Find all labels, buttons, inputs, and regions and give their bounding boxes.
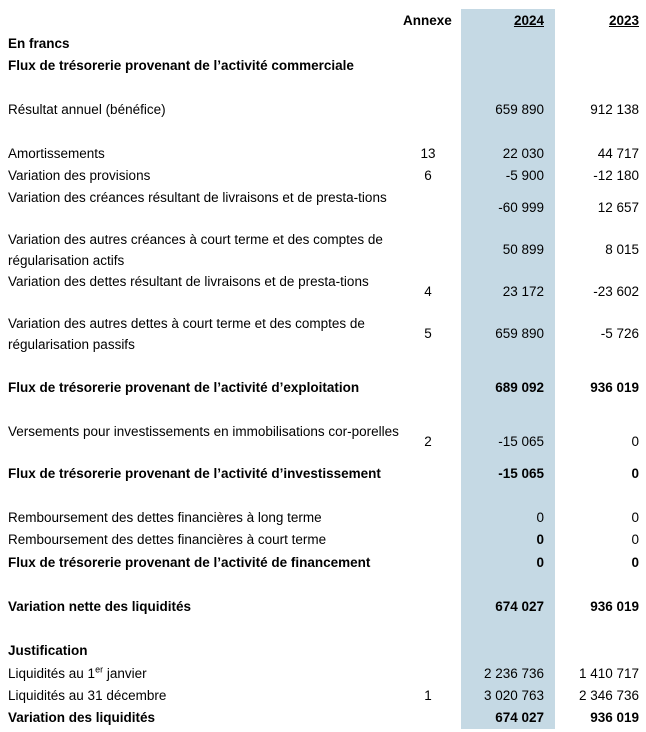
row-label: Variation des autres dettes à court terme et des comptes de régularisation passifs — [8, 316, 365, 352]
table-row — [0, 271, 646, 313]
table-row-total-liquidity-change — [0, 707, 646, 728]
row-label: Variation des autres créances à court terme et des comptes de régularisation actifs — [8, 232, 383, 268]
row-label: Résultat annuel (bénéfice) — [8, 102, 166, 117]
value-2023: -23 602 — [593, 284, 639, 299]
table-row-section-commercial — [0, 55, 646, 76]
value-2024: 23 172 — [502, 284, 544, 299]
table-row — [0, 663, 646, 684]
row-label: Variation nette des liquidités — [8, 599, 192, 614]
value-2024: -5 900 — [505, 168, 544, 183]
row-label: Liquidités au 1er janvier — [8, 664, 147, 681]
value-2024: -60 999 — [498, 200, 544, 215]
row-label: Flux de trésorerie provenant de l’activité d’exploitation — [8, 380, 360, 395]
table-row — [0, 143, 646, 164]
value-2024: 659 890 — [495, 102, 544, 117]
row-label: Remboursement des dettes financières à court terme — [8, 532, 327, 547]
row-annexe: 4 — [424, 284, 432, 299]
value-2024: 674 027 — [495, 599, 544, 614]
value-2023: 936 019 — [590, 380, 639, 395]
table-row — [0, 187, 646, 229]
value-2023: 2 346 736 — [578, 688, 639, 703]
table-row — [0, 99, 646, 120]
row-label: Flux de trésorerie provenant de l’activité commerciale — [8, 58, 354, 73]
value-2024: 3 020 763 — [483, 688, 544, 703]
value-2023: -5 726 — [600, 326, 639, 341]
table-row — [0, 685, 646, 706]
table-row — [0, 421, 646, 463]
row-label: Liquidités au 31 décembre — [8, 688, 167, 703]
table-row-subtotal-operating — [0, 377, 646, 398]
value-2023: 936 019 — [590, 710, 639, 725]
row-label: Remboursement des dettes financières à long terme — [8, 510, 322, 525]
table-row-subtotal-financing — [0, 552, 646, 573]
value-2024: 674 027 — [495, 710, 544, 725]
table-row — [0, 529, 646, 550]
value-2023: 12 657 — [597, 200, 639, 215]
value-2023: 0 — [631, 532, 639, 547]
value-2024: -15 065 — [498, 434, 544, 449]
table-row-currency — [0, 33, 646, 54]
year-2023-column-header: 2023 — [608, 13, 639, 28]
row-label: Flux de trésorerie provenant de l’activité d’investissement — [8, 466, 381, 481]
row-label: Variation des créances résultant de livraisons et de presta-tions — [8, 190, 387, 205]
row-annexe: 13 — [420, 146, 436, 161]
table-row — [0, 165, 646, 186]
value-2024: 0 — [536, 532, 544, 547]
table-row — [0, 229, 646, 271]
value-2023: 44 717 — [597, 146, 639, 161]
value-2023: 1 410 717 — [578, 666, 639, 681]
table-row-subtotal-investing — [0, 463, 646, 484]
year-2024-column-header: 2024 — [513, 13, 544, 28]
value-2024: 22 030 — [502, 146, 544, 161]
row-label: Variation des dettes résultant de livraisons et de presta-tions — [8, 274, 369, 289]
row-label: Justification — [8, 643, 88, 658]
row-annexe: 6 — [424, 168, 432, 183]
row-label: En francs — [8, 36, 70, 51]
value-2023: 0 — [631, 466, 639, 481]
row-label: Versements pour investissements en immobilisations cor-porelles — [8, 424, 399, 439]
value-2024: 659 890 — [495, 326, 544, 341]
value-2023: -12 180 — [593, 168, 639, 183]
table-row-section-justification — [0, 640, 646, 661]
value-2023: 0 — [631, 555, 639, 570]
value-2024: 0 — [536, 510, 544, 525]
row-annexe: 1 — [424, 688, 432, 703]
table-row — [0, 507, 646, 528]
value-2023: 0 — [631, 510, 639, 525]
row-label: Flux de trésorerie provenant de l’activité de financement — [8, 555, 371, 570]
value-2023: 936 019 — [590, 599, 639, 614]
value-2024: 50 899 — [502, 242, 544, 257]
value-2023: 912 138 — [590, 102, 639, 117]
row-annexe: 5 — [424, 326, 432, 341]
table-row-net-change — [0, 596, 646, 617]
value-2023: 0 — [631, 434, 639, 449]
annexe-column-header: Annexe — [403, 13, 452, 28]
row-annexe: 2 — [424, 434, 432, 449]
value-2024: 0 — [536, 555, 544, 570]
value-2023: 8 015 — [605, 242, 639, 257]
row-label: Amortissements — [8, 146, 105, 161]
row-label: Variation des liquidités — [8, 710, 156, 725]
table-row — [0, 313, 646, 355]
value-2024: 689 092 — [495, 380, 544, 395]
row-label: Variation des provisions — [8, 168, 151, 183]
value-2024: 2 236 736 — [483, 666, 544, 681]
value-2024: -15 065 — [498, 466, 544, 481]
